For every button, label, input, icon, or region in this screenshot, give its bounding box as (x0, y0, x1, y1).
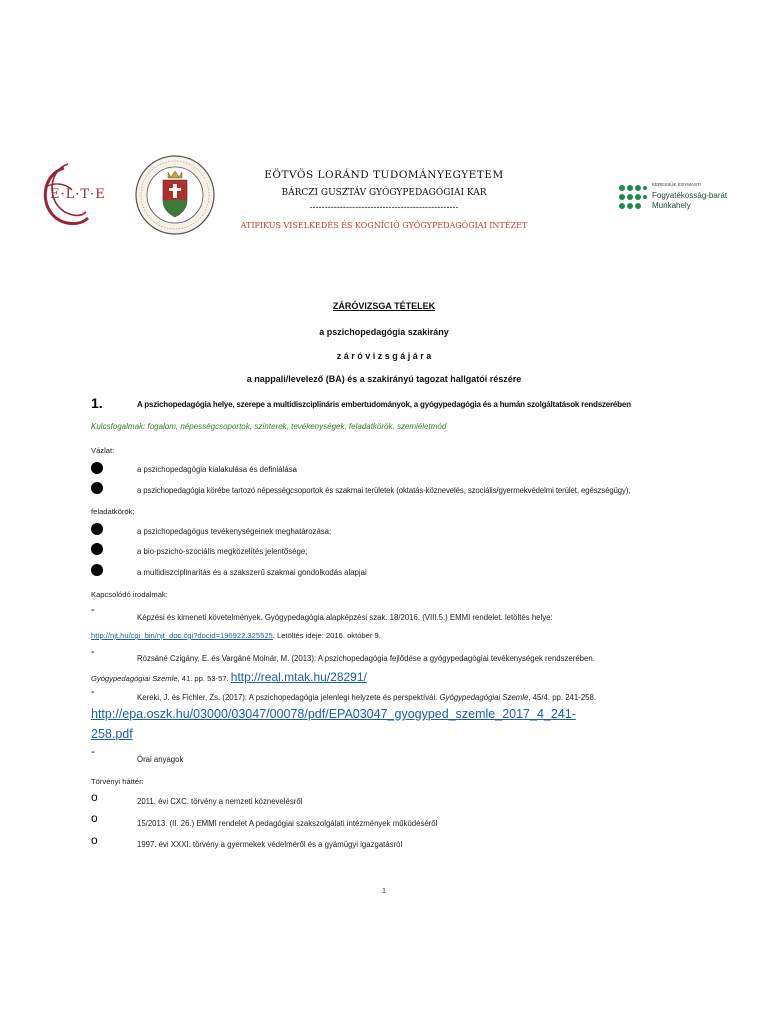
law-item: 1997. évi XXXI. törvény a gyermekek védelméről és a gyámügyi igazgatásról (137, 840, 403, 849)
literature-item-2: Rózsáné Czigány, E. és Vargáné Molnár, M. (2013): A pszichopedagógia fejlődése a gyógypedagógiai tevékenységek rendszerében. (137, 654, 595, 663)
circle-bullet-icon: o (91, 790, 98, 804)
bullet-icon (91, 523, 103, 535)
faculty-name: BÁRCZI GUSZTÁV GYÓGYPEDAGÓGIAI KAR (281, 188, 487, 198)
title-audience: a nappali/levelező (BA) és a szakirányú tagozat hallgatói részére (246, 374, 522, 384)
literature-item-1: Képzési és kimeneti követelmények. Gyógypedagógia alapképzési szak. 18/2016. (VIII.5.) EMMI rendelet. letöltés helye: (137, 613, 553, 622)
page-title: ZÁRÓVIZSGA TÉTELEK (332, 301, 436, 311)
bullet-icon (91, 564, 103, 576)
literature-item-1-date: . Letöltés ideje: 2016. október 9. (272, 631, 381, 640)
outline-item: a pszichopedagógia körébe tartozó népességcsoportok és szakmai területek (oktatás-köznevelés, szociális/gyermekvédelmi terület, egészségügy), (137, 486, 631, 495)
literature-link-3[interactable]: http://epa.oszk.hu/03000/03047/00078/pdf/EPA03047_gyogyped_szemle_2017_4_241- (91, 707, 576, 721)
literature-item-2-line2 (91, 670, 367, 684)
law-item: 2011. évi CXC. törvény a nemzeti köznevelésről (137, 797, 303, 806)
dots-grid-icon (618, 184, 648, 210)
header-separator: ------------------------------------------------- (309, 203, 459, 213)
dash-icon: - (91, 604, 95, 616)
outline-label: Vázlat: (91, 446, 115, 455)
literature-label: Kapcsolódó irodalmak: (91, 590, 168, 599)
topic-number: 1. (91, 395, 103, 411)
university-name: EÖTVÖS LORÁND TUDOMÁNYEGYETEM (264, 169, 504, 181)
outline-item: a bio-pszicho-szociális megközelítés jelentősége; (137, 547, 308, 556)
literature-link-1[interactable]: http://njt.hu/cgi_bin/njt_doc.cgi?docid=196922.325525 (91, 631, 273, 640)
dash-icon: - (91, 646, 95, 658)
outline-item: a pszichopedagógus tevékenységeinek meghatározása; (137, 527, 332, 536)
literature-item-1-link-line (91, 631, 381, 640)
literature-item-3-text: Kereki, J. és Fichler, Zs. (2017): A pszichopedagógia jelenlegi helyzete és perspektívái. (137, 693, 438, 702)
circle-bullet-icon: o (91, 833, 98, 847)
title-exam: z á r ó v i z s g á j á r a (336, 351, 432, 361)
badge-line1: Fogyatékosság-barát (652, 191, 728, 200)
law-label: Törvényi háttér: (91, 777, 144, 786)
institute-name: ATIPIKUS VISELKEDÉS ÉS KOGNÍCIÓ GYÓGYPEDAGÓGIAI INTÉZET (240, 221, 528, 230)
dash-icon: - (91, 686, 95, 698)
literature-item-3-pages: , 45/4. pp. 241-258. (528, 693, 597, 702)
literature-link-3-continued[interactable]: 258.pdf (91, 727, 133, 741)
bullet-icon (91, 543, 103, 555)
outline-item-continuation: feladatkörök; (91, 507, 135, 516)
bullet-icon (91, 482, 103, 494)
disability-friendly-badge (618, 182, 736, 212)
literature-link-2[interactable]: http://real.mtak.hu/28291/ (230, 670, 367, 684)
literature-item-3 (137, 693, 596, 702)
dash-icon: - (91, 746, 95, 758)
literature-item-3-journal: Gyógypedagógiai Szemle (439, 693, 529, 702)
bullet-icon (91, 462, 103, 474)
literature-item-2-pages: , 41. pp. 53-57. (177, 674, 229, 683)
outline-item: a pszichopedagógia kialakulása és definiálása (137, 465, 297, 474)
elte-logo-text: E·L·T·E (50, 187, 106, 202)
law-item: 15/2013. (II. 26.) EMMI rendelet A pedagógiai szakszolgálati intézmények működéséről (137, 819, 438, 828)
literature-item-4: Órai anyagok (137, 755, 184, 764)
title-specialization: a pszichopedagógia szakirány (319, 327, 449, 337)
badge-top-text: KERESSÜK EGYMÁST! (652, 182, 702, 187)
topic-heading: A pszichopedagógia helye, szerepe a multidiszciplináris embertudományok, a gyógypedagógia és a humán szolgáltatások rendszerében (137, 400, 631, 409)
topic-keywords: Kulcsfogalmak: fogalom, népességcsoportok, színterek, tevékenységek, feladatkörök, szemléletmód (91, 422, 447, 431)
outline-item: a multidiszciplinaritás és a szakszerű szakmai gondolkodás alapjai (137, 568, 367, 577)
circle-bullet-icon: o (91, 811, 98, 825)
literature-item-2-journal: Gyógypedagógiai Szemle (91, 674, 178, 683)
page-number: 1 (381, 886, 387, 895)
badge-line2: Munkahely (652, 201, 691, 210)
